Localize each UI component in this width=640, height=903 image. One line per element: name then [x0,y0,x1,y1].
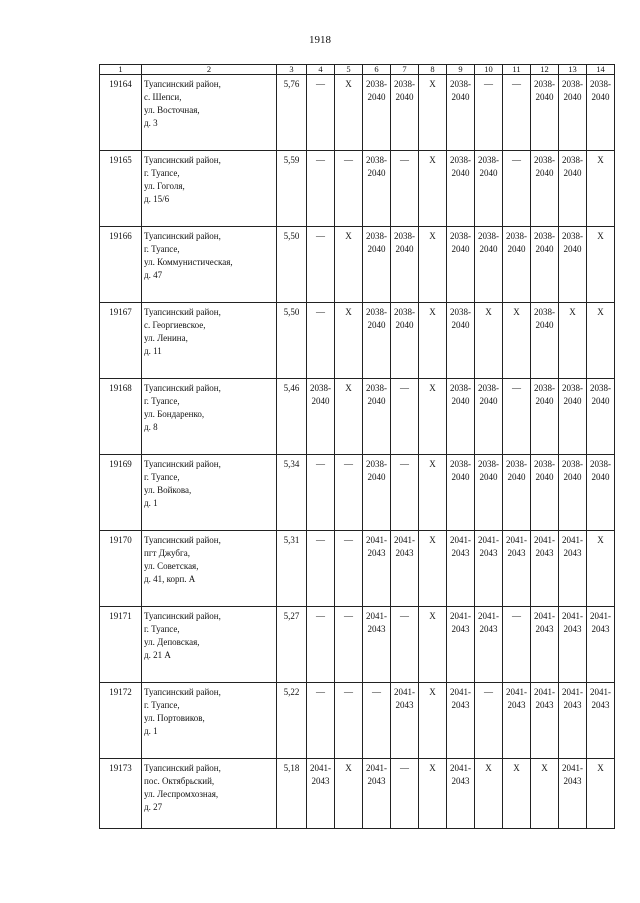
column-number: 9 [447,65,475,75]
schedule-cell: — [391,607,419,683]
schedule-cell: 2038-2040 [503,455,531,531]
schedule-cell: 2038-2040 [475,227,503,303]
address-line: г. Туапсе, [144,700,180,710]
schedule-cell: 2038-2040 [531,379,559,455]
area-value: 5,31 [277,531,307,607]
schedule-cell: 2038-2040 [531,227,559,303]
schedule-cell: 2041-2043 [447,607,475,683]
address-line: Туапсинский район, [144,611,221,621]
address-cell [142,75,277,151]
schedule-cell: 2041-2043 [363,531,391,607]
schedule-cell: 2038-2040 [307,379,335,455]
schedule-cell: 2041-2043 [531,683,559,759]
schedule-cell: 2038-2040 [587,379,615,455]
schedule-cell: 2038-2040 [559,151,587,227]
schedule-cell: 2041-2043 [587,683,615,759]
address-line: ул. Коммунистическая, [144,257,233,267]
schedule-cell: 2041-2043 [475,607,503,683]
address-line: г. Туапсе, [144,624,180,634]
area-value: 5,50 [277,303,307,379]
schedule-cell: — [335,607,363,683]
address-line: ул. Деповская, [144,637,200,647]
schedule-cell: — [307,531,335,607]
column-number: 7 [391,65,419,75]
row-number: 19172 [100,683,142,759]
area-value: 5,76 [277,75,307,151]
schedule-cell: — [335,531,363,607]
address-line: ул. Гоголя, [144,181,185,191]
address-line: Туапсинский район, [144,383,221,393]
column-number: 10 [475,65,503,75]
schedule-cell: — [503,379,531,455]
column-number: 5 [335,65,363,75]
schedule-cell: 2041-2043 [559,531,587,607]
schedule-cell: — [391,455,419,531]
area-value: 5,59 [277,151,307,227]
schedule-cell: — [363,683,391,759]
address-line: Туапсинский район, [144,687,221,697]
schedule-cell: 2038-2040 [587,75,615,151]
schedule-cell: 2041-2043 [559,759,587,829]
row-number: 19170 [100,531,142,607]
schedule-cell: Х [419,607,447,683]
schedule-cell: 2038-2040 [475,379,503,455]
schedule-cell: 2041-2043 [503,531,531,607]
area-value: 5,34 [277,455,307,531]
schedule-cell: 2038-2040 [559,379,587,455]
column-number: 13 [559,65,587,75]
schedule-cell: Х [335,759,363,829]
schedule-cell: Х [335,75,363,151]
schedule-cell: — [307,455,335,531]
schedule-cell: 2041-2043 [447,531,475,607]
address-line: д. 3 [144,118,158,128]
schedule-cell: 2041-2043 [447,759,475,829]
schedule-cell: Х [419,303,447,379]
area-value: 5,27 [277,607,307,683]
area-value: 5,22 [277,683,307,759]
schedule-cell: 2038-2040 [363,151,391,227]
schedule-cell: Х [503,759,531,829]
schedule-cell: — [503,75,531,151]
schedule-cell: — [391,759,419,829]
schedule-cell: 2038-2040 [531,455,559,531]
schedule-cell: Х [335,303,363,379]
row-number: 19166 [100,227,142,303]
schedule-cell: 2038-2040 [447,75,475,151]
address-line: Туапсинский район, [144,79,221,89]
schedule-cell: Х [419,531,447,607]
schedule-cell: — [391,151,419,227]
schedule-cell: 2038-2040 [391,75,419,151]
table-row [100,151,615,227]
address-line: г. Туапсе, [144,472,180,482]
row-number: 19171 [100,607,142,683]
address-line: ул. Восточная, [144,105,200,115]
address-line: д. 21 А [144,650,171,660]
table-row [100,455,615,531]
address-line: Туапсинский район, [144,763,221,773]
schedule-cell: 2038-2040 [503,227,531,303]
address-line: г. Туапсе, [144,396,180,406]
schedule-cell: 2038-2040 [559,227,587,303]
address-cell [142,151,277,227]
schedule-cell: 2038-2040 [363,455,391,531]
row-number: 19165 [100,151,142,227]
address-cell [142,379,277,455]
schedule-cell: 2038-2040 [559,455,587,531]
address-line: с. Георгиевское, [144,320,206,330]
address-line: Туапсинский район, [144,307,221,317]
schedule-cell: Х [531,759,559,829]
address-cell [142,303,277,379]
address-line: д. 47 [144,270,163,280]
column-number: 14 [587,65,615,75]
address-cell [142,531,277,607]
schedule-cell: 2038-2040 [447,151,475,227]
schedule-cell: — [307,303,335,379]
table-body [100,75,615,829]
schedule-cell: 2038-2040 [447,303,475,379]
schedule-cell: — [307,151,335,227]
address-line: Туапсинский район, [144,231,221,241]
schedule-cell: — [475,75,503,151]
schedule-cell: Х [419,379,447,455]
address-line: Туапсинский район, [144,155,221,165]
row-number: 19169 [100,455,142,531]
schedule-cell: 2038-2040 [363,303,391,379]
area-value: 5,46 [277,379,307,455]
schedule-cell: 2041-2043 [531,607,559,683]
address-line: с. Шепси, [144,92,182,102]
schedule-cell: 2041-2043 [391,531,419,607]
schedule-cell: Х [419,455,447,531]
row-number: 19173 [100,759,142,829]
schedule-cell: — [307,607,335,683]
schedule-cell: 2038-2040 [363,379,391,455]
schedule-cell: 2038-2040 [531,151,559,227]
schedule-cell: 2038-2040 [363,227,391,303]
schedule-cell: Х [335,379,363,455]
schedule-cell: — [503,607,531,683]
address-line: д. 27 [144,802,163,812]
schedule-cell: 2038-2040 [447,379,475,455]
schedule-cell: — [335,455,363,531]
table-row [100,227,615,303]
schedule-cell: Х [419,759,447,829]
address-line: ул. Войкова, [144,485,192,495]
schedule-cell: Х [503,303,531,379]
row-number: 19168 [100,379,142,455]
schedule-cell: 2041-2043 [503,683,531,759]
schedule-cell: — [391,379,419,455]
table-row [100,379,615,455]
area-value: 5,50 [277,227,307,303]
schedule-cell: 2041-2043 [363,759,391,829]
schedule-cell: 2041-2043 [587,607,615,683]
schedule-cell: — [475,683,503,759]
schedule-cell: Х [587,227,615,303]
schedule-cell: 2041-2043 [559,683,587,759]
schedule-cell: 2038-2040 [531,75,559,151]
schedule-cell: 2038-2040 [391,303,419,379]
address-line: ул. Ленина, [144,333,188,343]
column-number: 1 [100,65,142,75]
schedule-cell: Х [335,227,363,303]
schedule-cell: 2041-2043 [475,531,503,607]
address-line: г. Туапсе, [144,244,180,254]
row-number: 19167 [100,303,142,379]
schedule-cell: 2041-2043 [447,683,475,759]
address-line: д. 1 [144,498,158,508]
address-cell [142,607,277,683]
schedule-cell: Х [587,303,615,379]
schedule-cell: Х [419,75,447,151]
schedule-cell: 2041-2043 [307,759,335,829]
schedule-cell: 2041-2043 [559,607,587,683]
schedule-cell: 2038-2040 [447,455,475,531]
address-cell [142,759,277,829]
column-number: 4 [307,65,335,75]
schedule-cell: 2041-2043 [531,531,559,607]
address-line: д. 8 [144,422,158,432]
address-line: ул. Портовиков, [144,713,205,723]
column-number: 3 [277,65,307,75]
area-value: 5,18 [277,759,307,829]
table-row [100,683,615,759]
schedule-cell: Х [475,759,503,829]
address-line: д. 11 [144,346,162,356]
row-number: 19164 [100,75,142,151]
address-line: д. 1 [144,726,158,736]
schedule-cell: 2038-2040 [531,303,559,379]
schedule-cell: 2038-2040 [475,455,503,531]
page-number: 1918 [309,34,331,46]
schedule-cell: 2038-2040 [559,75,587,151]
schedule-cell: 2038-2040 [363,75,391,151]
column-number: 12 [531,65,559,75]
schedule-cell: 2041-2043 [363,607,391,683]
address-line: пгт Джубга, [144,548,190,558]
schedule-cell: — [307,683,335,759]
table-row [100,303,615,379]
table-row [100,531,615,607]
address-line: д. 41, корп. А [144,574,196,584]
address-line: Туапсинский район, [144,535,221,545]
schedule-cell: 2038-2040 [587,455,615,531]
schedule-cell: Х [419,227,447,303]
schedule-cell: — [335,683,363,759]
table-row [100,759,615,829]
column-number: 11 [503,65,531,75]
column-number-row [100,65,615,75]
column-number: 8 [419,65,447,75]
column-number: 2 [142,65,277,75]
table-row [100,75,615,151]
address-cell [142,455,277,531]
schedule-cell: Х [419,151,447,227]
schedule-cell: Х [587,759,615,829]
schedule-cell: 2038-2040 [447,227,475,303]
address-line: пос. Октябрьский, [144,776,215,786]
schedule-cell: 2041-2043 [391,683,419,759]
schedule-cell: Х [587,531,615,607]
address-line: Туапсинский район, [144,459,221,469]
schedule-cell: Х [475,303,503,379]
schedule-cell: — [307,75,335,151]
address-cell [142,227,277,303]
address-line: ул. Леспромхозная, [144,789,219,799]
schedule-table [99,64,615,829]
schedule-cell: 2038-2040 [391,227,419,303]
schedule-cell: Х [419,683,447,759]
schedule-cell: — [307,227,335,303]
schedule-cell: — [503,151,531,227]
column-number: 6 [363,65,391,75]
address-line: ул. Советская, [144,561,199,571]
address-line: г. Туапсе, [144,168,180,178]
address-line: ул. Бондаренко, [144,409,205,419]
schedule-cell: 2038-2040 [475,151,503,227]
address-line: д. 15/6 [144,194,170,204]
address-cell [142,683,277,759]
schedule-cell: Х [587,151,615,227]
schedule-cell: — [335,151,363,227]
schedule-cell: Х [559,303,587,379]
table-row [100,607,615,683]
